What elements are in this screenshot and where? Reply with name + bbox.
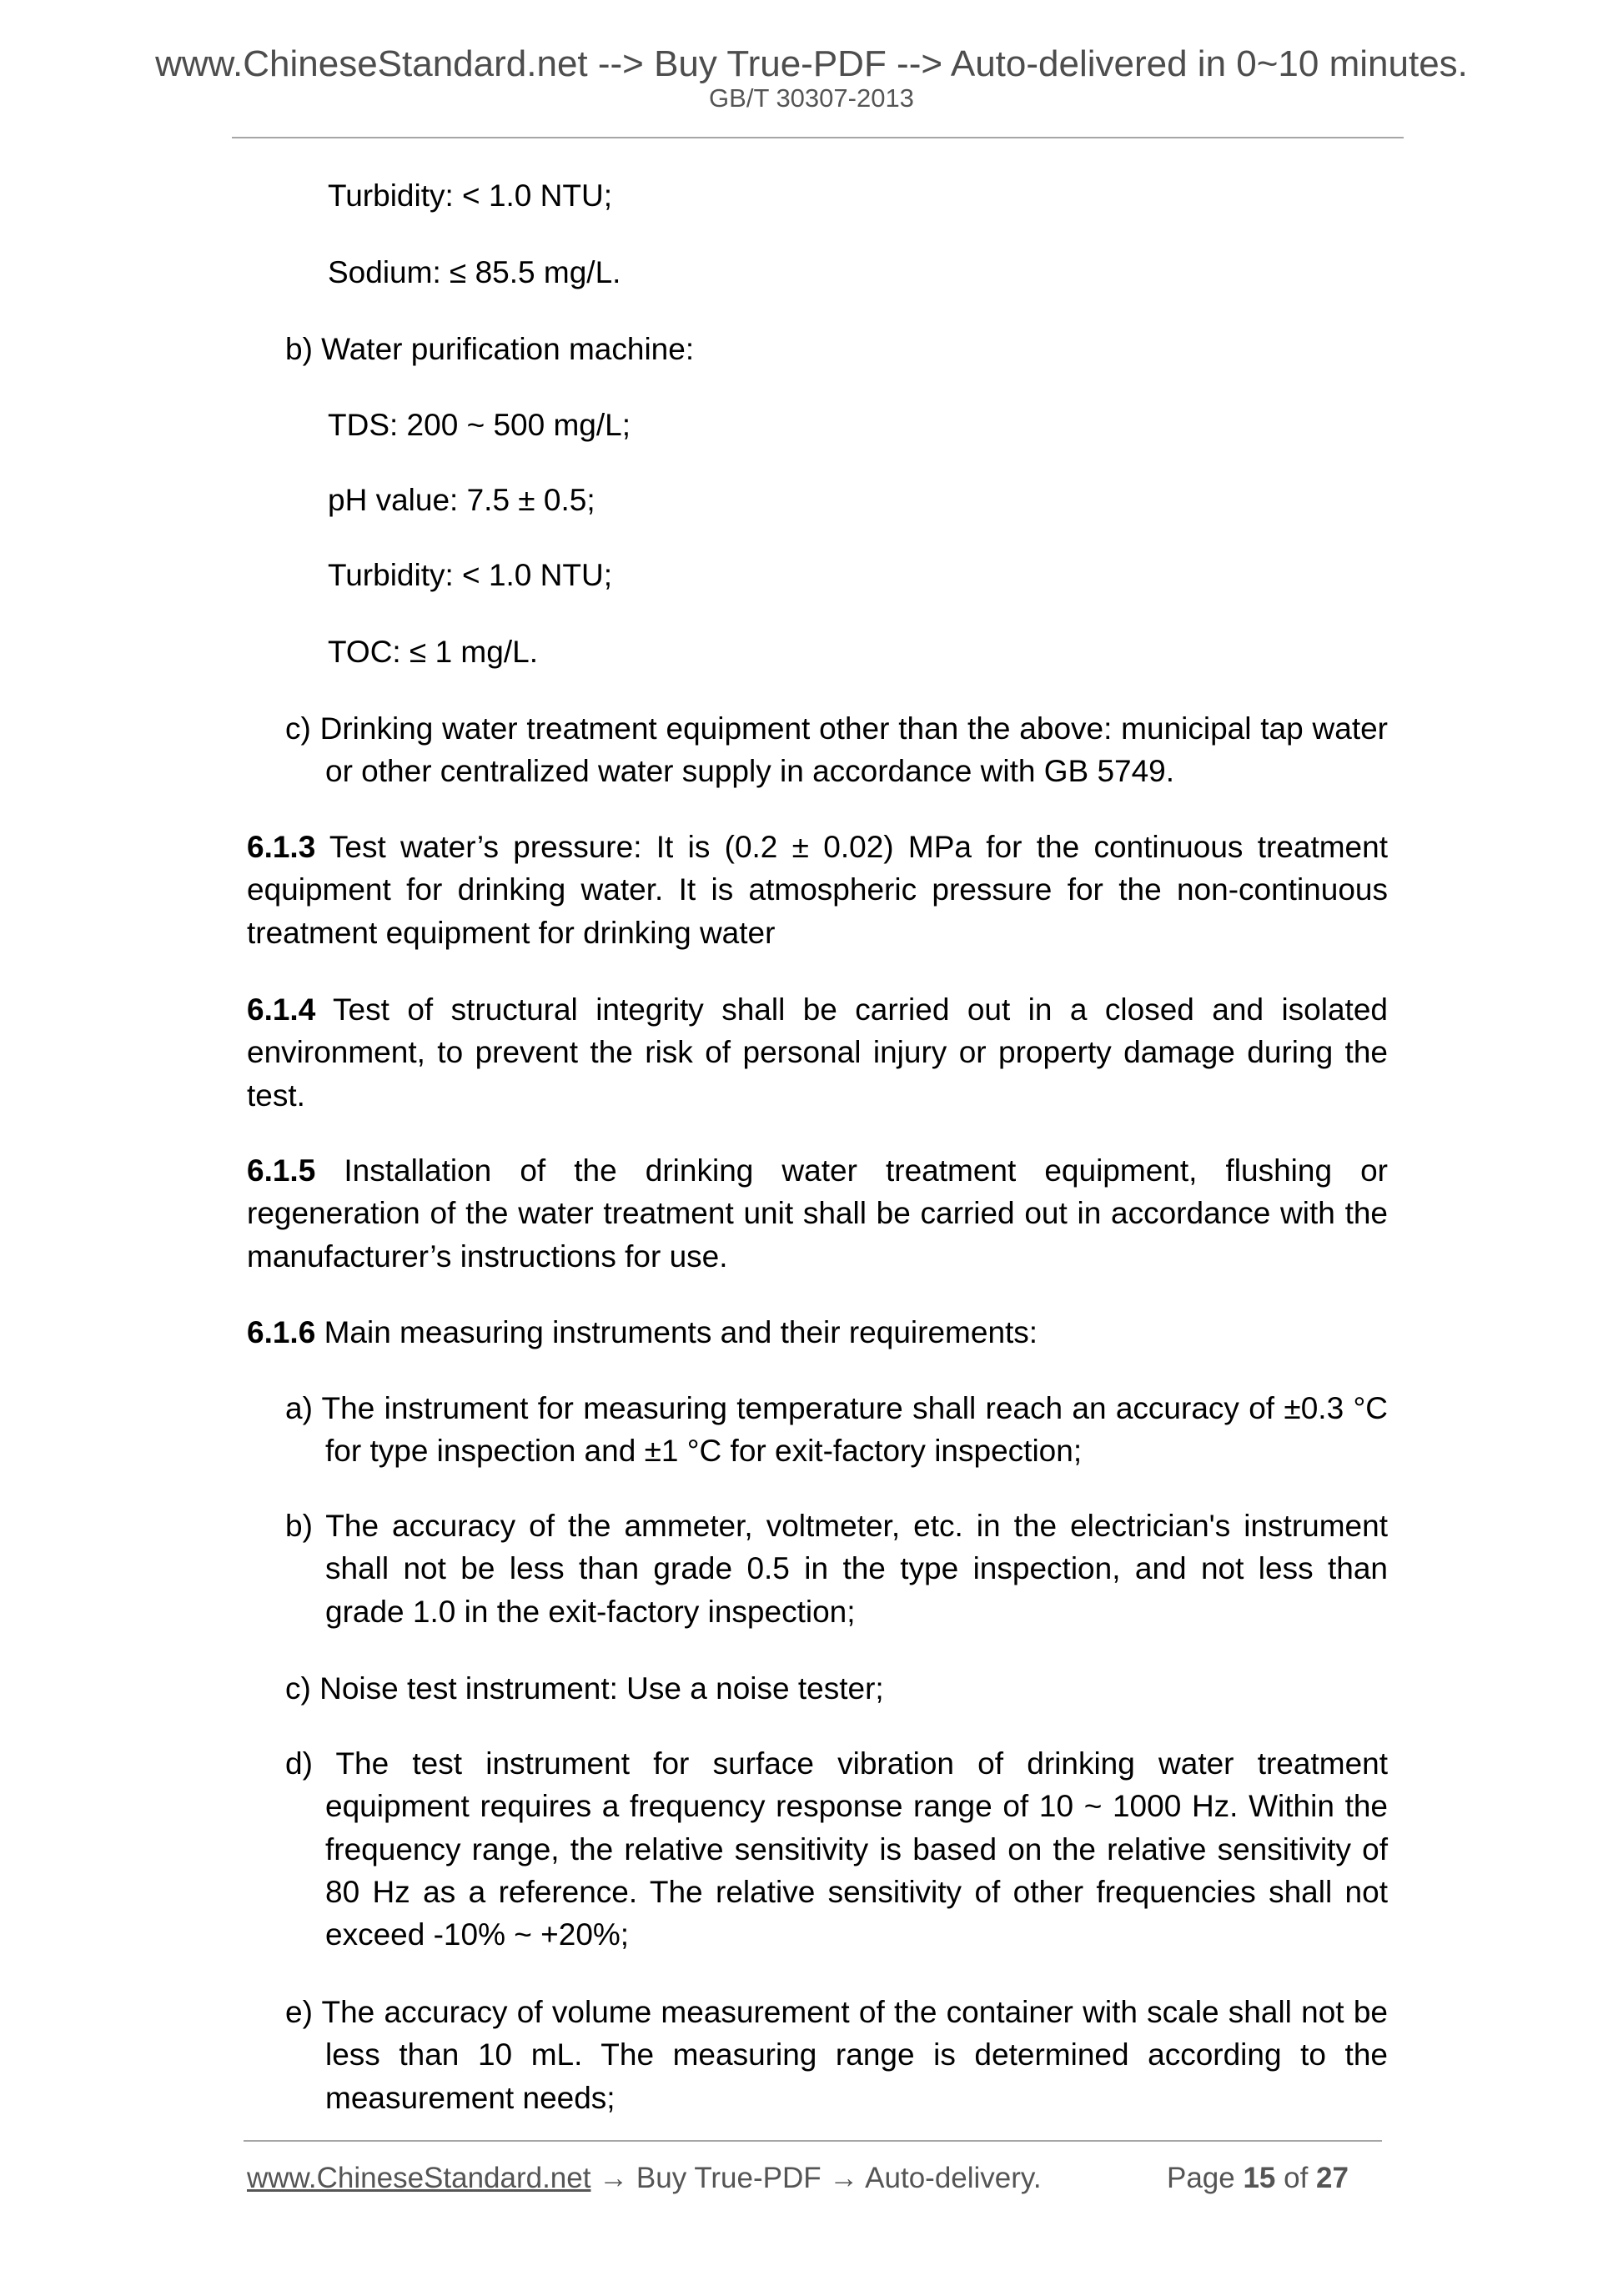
section-text: Test of structural integrity shall be carried out in a closed and isolated environment, to prevent the risk of personal injury or property damage during the test. (247, 992, 1388, 1113)
page-current: 15 (1243, 2162, 1276, 2194)
list-item-c: c) Noise test instrument: Use a noise tester; (285, 1671, 884, 1706)
ph-line: pH value: 7.5 ± 0.5; (328, 483, 595, 517)
tds-line: TDS: 200 ~ 500 mg/L; (328, 408, 631, 442)
sodium-line: Sodium: ≤ 85.5 mg/L. (328, 255, 621, 289)
section-number: 6.1.3 (247, 830, 316, 864)
section-6-1-6 (247, 1311, 1388, 1354)
page-total: 27 (1316, 2162, 1349, 2194)
turbidity-line-2: Turbidity: < 1.0 NTU; (328, 558, 612, 592)
footer-tagline: → Buy True-PDF → Auto-delivery. (590, 2162, 1042, 2194)
section-text: Installation of the drinking water treatment equipment, flushing or regeneration of the water treatment unit shall be carried out in accordance with the manufacturer’s instructions for use. (247, 1153, 1388, 1274)
section-6-1-3 (247, 826, 1388, 954)
standard-number: GB/T 30307-2013 (709, 83, 914, 113)
section-number: 6.1.5 (247, 1153, 316, 1188)
of-label: of (1275, 2162, 1317, 2194)
page-label: Page (1167, 2162, 1244, 2194)
page-indicator (1167, 2162, 1349, 2195)
section-6-1-4 (247, 988, 1388, 1117)
turbidity-line: Turbidity: < 1.0 NTU; (328, 178, 612, 213)
footer-link[interactable]: www.ChineseStandard.net (247, 2162, 591, 2194)
section-number: 6.1.4 (247, 992, 316, 1027)
list-item-b: b) The accuracy of the ammeter, voltmeter, etc. in the electrician's instrument shall not be less than grade 0.5 in the type inspection, and not less than grade 1.0 in the exit-factory inspection; (285, 1509, 1388, 1629)
section-text: Main measuring instruments and their requirements: (315, 1315, 1038, 1349)
list-item-c: c) Drinking water treatment equipment other than the above: municipal tap water or other centralized water supply in accordance with GB 5749. (285, 711, 1388, 789)
footer-divider (244, 2140, 1382, 2142)
header-banner: www.ChineseStandard.net --> Buy True-PDF --> Auto-delivered in 0~10 minutes. (155, 43, 1468, 84)
section-6-1-5 (247, 1149, 1388, 1278)
section-text: Test water’s pressure: It is (0.2 ± 0.02) MPa for the continuous treatment equipment for drinking water. It is atmospheric pressure for the non-continuous treatment equipment for drinking water (247, 830, 1388, 950)
list-item-b: b) Water purification machine: (285, 332, 695, 366)
list-item-d: d) The test instrument for surface vibration of drinking water treatment equipment requires a frequency response range of 10 ~ 1000 Hz. Within the frequency range, the relative sensitivity is based on the relative sensitivity of 80 Hz as a reference. The relative sensitivity of other frequencies shall not exceed -10% ~ +20%; (285, 1746, 1388, 1952)
list-item-e: e) The accuracy of volume measurement of the container with scale shall not be less than 10 mL. The measuring range is determined according to the measurement needs; (285, 1995, 1388, 2115)
footer-left (247, 2162, 1042, 2195)
toc-line: TOC: ≤ 1 mg/L. (328, 635, 538, 669)
header-divider (232, 137, 1404, 138)
list-item-a: a) The instrument for measuring temperature shall reach an accuracy of ±0.3 °C for type inspection and ±1 °C for exit-factory inspection; (285, 1391, 1388, 1469)
section-number: 6.1.6 (247, 1315, 316, 1349)
